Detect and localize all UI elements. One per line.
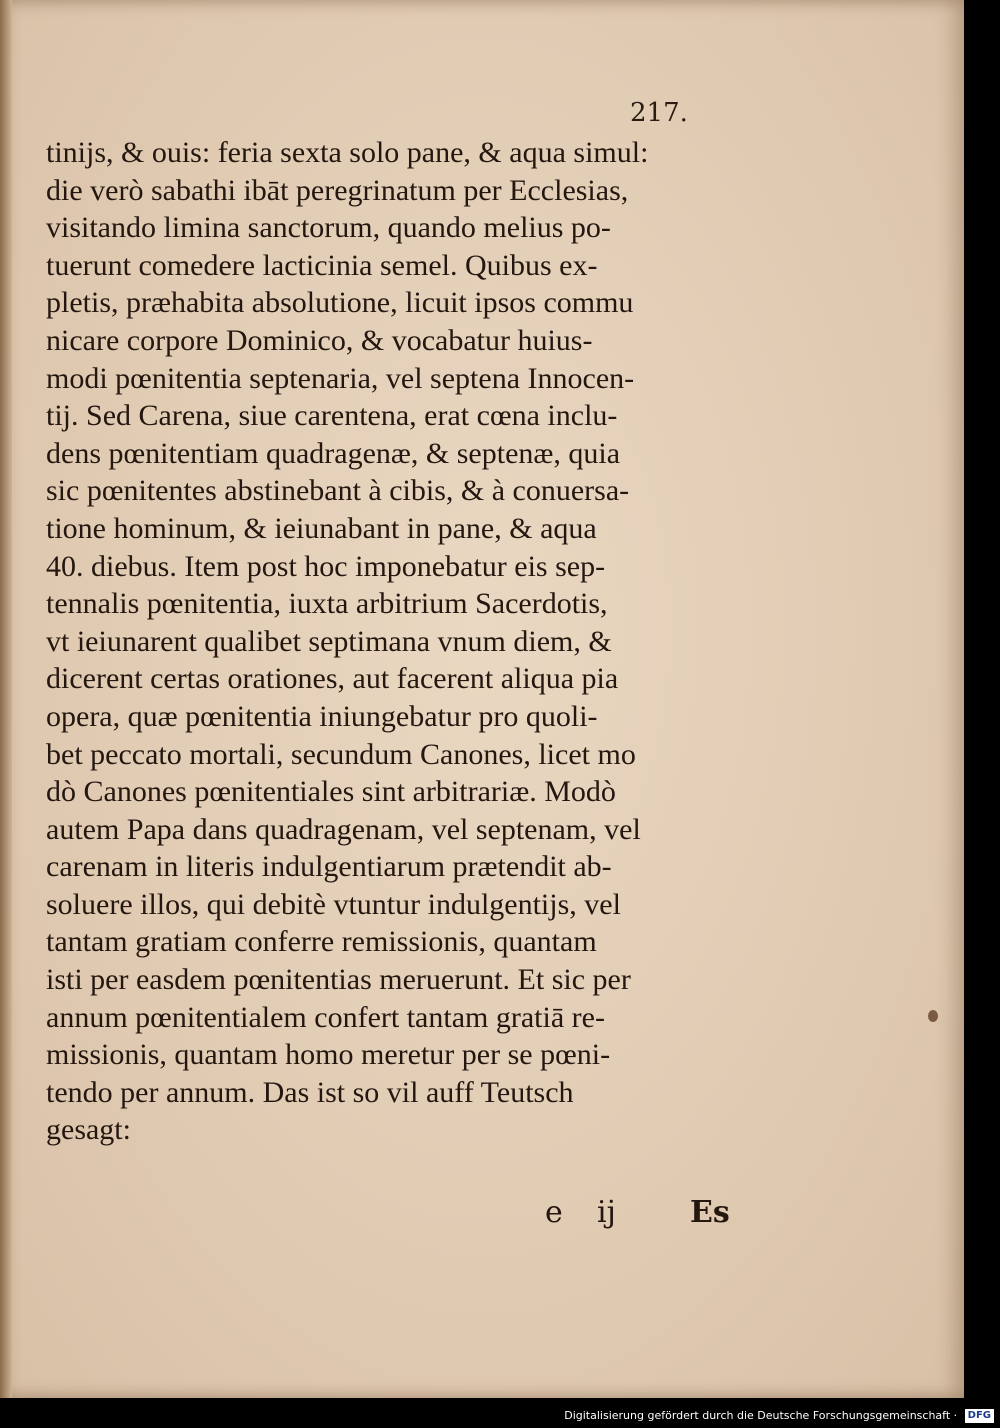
text-line: tennalis pœnitentia, iuxta arbitrium Sacerdotis, (46, 587, 608, 621)
text-line: dens pœnitentiam quadragenæ, & septenæ, quia (46, 436, 621, 470)
text-line: tantam gratiam conferre remissionis, quantam (46, 925, 597, 959)
text-line: bet peccato mortali, secundum Canones, licet mo (46, 737, 636, 771)
catchword: Es (690, 1195, 730, 1230)
page-number: 217. (630, 98, 688, 128)
signature-mark: ij (597, 1195, 616, 1230)
text-line: sic pœnitentes abstinebant à cibis, & à conuersa- (46, 474, 630, 508)
text-line: dicerent certas orationes, aut facerent aliqua pia (46, 662, 619, 696)
text-line: dò Canones pœnitentiales sint arbitrariæ. Modò (46, 775, 616, 809)
text-line: carenam in literis indulgentiarum prætendit ab- (46, 850, 612, 884)
text-line: die verò sabathi ibāt peregrinatum per Ecclesias, (46, 173, 629, 207)
text-line: opera, quæ pœnitentia iniungebatur pro quoli- (46, 699, 598, 733)
text-line: missionis, quantam homo meretur per se pœni- (46, 1038, 611, 1072)
text-line: tinijs, & ouis: feria sexta solo pane, & aqua simul: (46, 136, 649, 169)
text-line: tendo per annum. Das ist so vil auff Teutsch (46, 1075, 574, 1109)
ink-spot (928, 1010, 938, 1022)
text-line: vt ieiunarent qualibet septimana vnum diem, & (46, 624, 612, 658)
text-line: tij. Sed Carena, siue carentena, erat cœna inclu- (46, 399, 618, 433)
signature-mark: e (545, 1195, 563, 1230)
text-line: modi pœnitentia septenaria, vel septena Innocen- (46, 361, 635, 395)
text-line: pletis, præhabita absolutione, licuit ipsos commu (46, 286, 634, 320)
text-line: gesagt: (46, 1113, 131, 1147)
text-line: tuerunt comedere lacticinia semel. Quibus ex- (46, 248, 598, 282)
page-spine-edge (0, 0, 12, 1398)
footer-text: Digitalisierung gefördert durch die Deutsche Forschungsgemeinschaft · (564, 1409, 958, 1422)
text-line: visitando limina sanctorum, quando melius po- (46, 211, 611, 245)
text-line: autem Papa dans quadragenam, vel septenam, vel (46, 812, 641, 846)
text-line: isti per easdem pœnitentias meruerunt. Et sic per (46, 963, 631, 997)
footer-credit (0, 1404, 1000, 1428)
text-line: 40. diebus. Item post hoc imponebatur eis sep- (46, 549, 606, 583)
text-line: annum pœnitentialem confert tantam gratiā re- (46, 1000, 605, 1034)
dfg-logo: DFG (965, 1409, 994, 1423)
text-line: soluere illos, qui debitè vtuntur indulgentijs, vel (46, 887, 621, 921)
text-body (46, 134, 746, 1149)
text-line: nicare corpore Dominico, & vocabatur huius- (46, 323, 593, 357)
text-line: tione hominum, & ieiunabant in pane, & aqua (46, 511, 597, 545)
